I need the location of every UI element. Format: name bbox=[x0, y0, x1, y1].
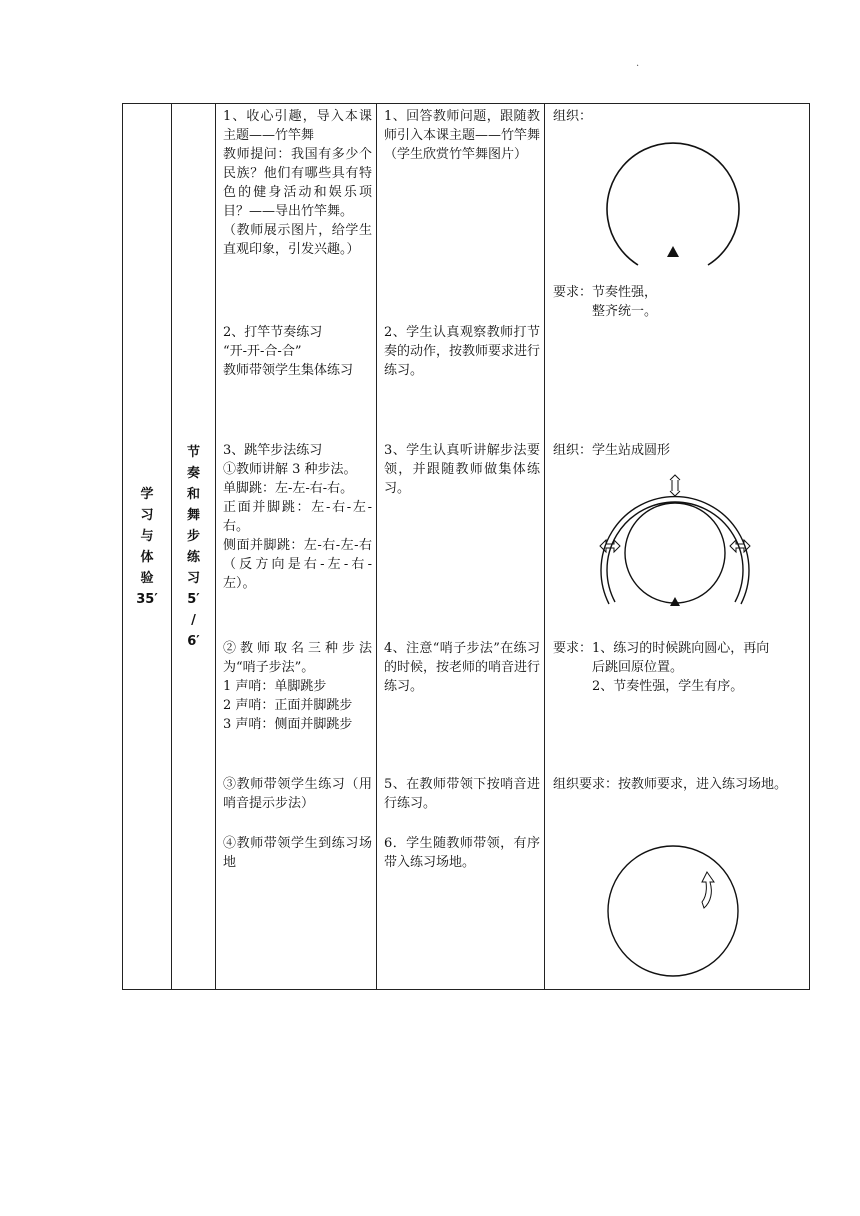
outer-ring-inner bbox=[607, 502, 743, 602]
inner-circle bbox=[625, 503, 725, 603]
student-step-4: 4、注意“哨子步法”在练习的时候，按老师的哨音进行练习。 bbox=[384, 641, 541, 694]
org-label-2: 组织：学生站成圆形 bbox=[553, 443, 671, 458]
teacher-step-6: ④教师带领学生到练习场地 bbox=[223, 836, 372, 870]
student-step-5: 5、在教师带领下按哨音进行练习。 bbox=[384, 777, 540, 811]
student-step-1: 1、回答教师问题，跟随教师引入本课主题——竹竿舞 （学生欣赏竹竿舞图片） bbox=[384, 109, 541, 162]
organization-cell bbox=[545, 104, 810, 990]
teacher-triangle-icon bbox=[670, 597, 680, 606]
student-step-3: 3、学生认真听讲解步法要领，并跟随教师做集体练习。 bbox=[384, 443, 540, 496]
teacher-step-1: 1、收心引趣，导入本课主题——竹竿舞 教师提问：我国有多少个民族？他们有哪些具有特色的健身活动和娱乐项目？——导出竹竿舞。 （教师展示图片，给学生直观印象，引发兴趣。） bbox=[223, 109, 372, 257]
double-arrow-icon bbox=[600, 475, 750, 552]
org-label-3: 组织要求：按教师要求，进入练习场地。 bbox=[553, 777, 788, 792]
lesson-plan-table bbox=[122, 103, 810, 990]
teacher-step-3: 3、跳竿步法练习 ①教师讲解 3 种步法。 单脚跳：左-左-右-右。 正面并脚跳：左-右-左-右。 侧面并脚跳：左-右-左-右（反方向是右-左-右-左）。 bbox=[223, 443, 372, 591]
entry-circle-diagram bbox=[603, 844, 743, 978]
teacher-step-5: ③教师带领学生练习（用哨音提示步法） bbox=[223, 777, 372, 811]
teacher-activities-cell bbox=[216, 104, 377, 990]
org-requirement-2: 要求：1、练习的时候跳向圆心，再向 后跳回原位置。 2、节奏性强，学生有序。 bbox=[553, 641, 770, 694]
section-cell bbox=[123, 104, 172, 990]
corner-mark: . bbox=[636, 58, 640, 69]
section-label: 学 习 与 体 验 35′ bbox=[136, 486, 158, 607]
subsection-label: 节 奏 和 舞 步 练 习 5′ / 6′ bbox=[186, 444, 200, 649]
teacher-step-2: 2、打竿节奏练习 “开-开-合-合” 教师带领学生集体练习 bbox=[223, 325, 354, 378]
practice-area-circle bbox=[608, 846, 738, 976]
double-circle-diagram bbox=[599, 472, 751, 622]
outer-ring-outer bbox=[601, 497, 749, 604]
subsection-cell bbox=[172, 104, 216, 990]
org-label-1: 组织： bbox=[553, 109, 593, 124]
circle-formation-diagram bbox=[603, 134, 743, 272]
student-step-6: 6．学生随教师带领，有序带入练习场地。 bbox=[384, 836, 540, 870]
teacher-triangle-icon bbox=[667, 246, 679, 257]
teacher-step-4: ②教师取名三种步法为“哨子步法”。 1 声哨：单脚跳步 2 声哨：正面并脚跳步 3 声哨：侧面并脚跳步 bbox=[223, 641, 372, 732]
curved-arrow-icon bbox=[702, 872, 714, 908]
org-requirement-1: 要求：节奏性强， 整齐统一。 bbox=[553, 285, 658, 319]
student-step-2: 2、学生认真观察教师打节奏的动作，按教师要求进行练习。 bbox=[384, 325, 541, 378]
student-activities-cell bbox=[377, 104, 545, 990]
